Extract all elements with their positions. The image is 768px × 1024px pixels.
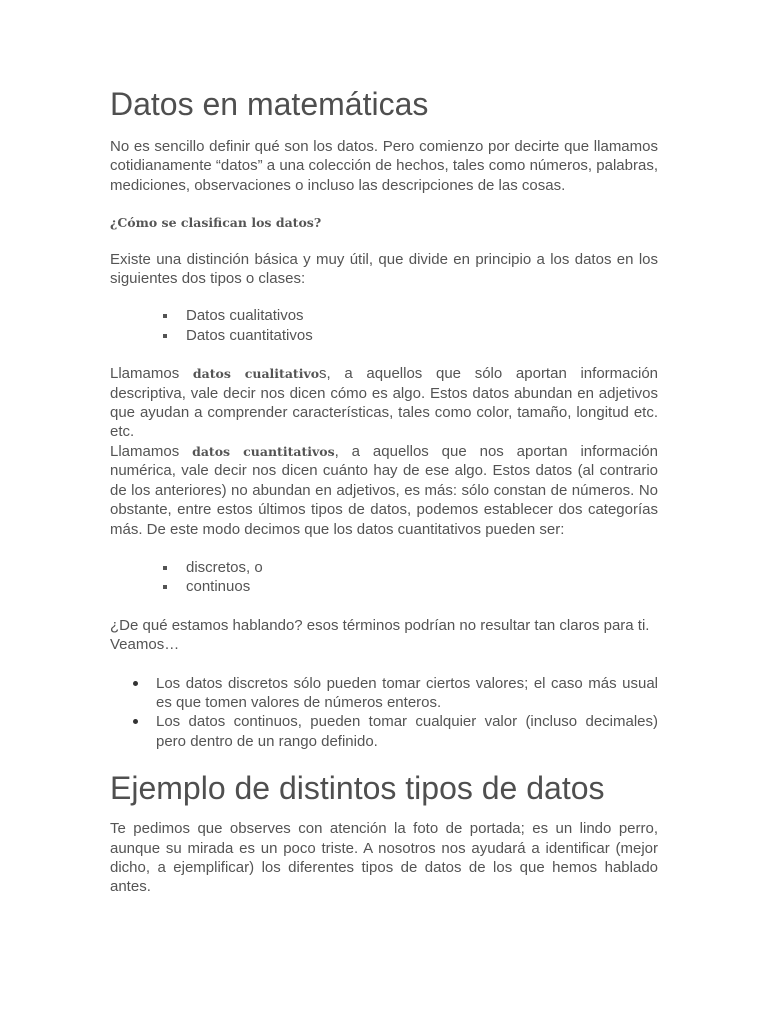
- explanations-list: [110, 674, 658, 752]
- dot-bullet-icon: [133, 681, 138, 686]
- square-bullet-icon: [163, 566, 167, 570]
- distinction-paragraph: Existe una distinción básica y muy útil, que divide en principio a los datos en los siguientes dos tipos o clases:: [110, 250, 658, 288]
- quantitative-paragraph: Llamamos datos cuantitativos, a aquellos que nos aportan información numérica, vale decir nos dicen cuánto hay de ese algo. Estos datos (al contrario de los anteriores) no abundan en adjetivos, es más: sólo constan de números. No obstante, entre estos últimos tipos de datos, podemos establecer dos categorías más. De este modo decimos que los datos cuantitativos pueden ser:: [110, 442, 658, 538]
- list-item: continuos: [110, 577, 658, 596]
- section-title: Ejemplo de distintos tipos de datos: [110, 770, 605, 807]
- dot-bullet-icon: [133, 719, 138, 724]
- square-bullet-icon: [163, 314, 167, 318]
- question-heading: ¿Cómo se clasifican los datos?: [110, 215, 322, 231]
- square-bullet-icon: [163, 334, 167, 338]
- list-item: Datos cualitativos: [110, 306, 658, 325]
- intro-paragraph: No es sencillo definir qué son los datos. Pero comienzo por decirte que llamamos cotidianamente “datos” a una colección de hechos, tales como números, palabras, mediciones, observaciones o incluso las descripciones de las cosas.: [110, 138, 658, 194]
- question-paragraph: ¿De qué estamos hablando? esos términos podrían no resultar tan claros para ti. Veamos…: [110, 616, 650, 654]
- square-bullet-icon: [163, 585, 167, 589]
- types-list: [110, 306, 658, 345]
- list-item: discretos, o: [110, 558, 658, 577]
- list-item: Los datos continuos, pueden tomar cualquier valor (incluso decimales) pero dentro de un rango definido.: [110, 712, 658, 751]
- term-qualitative: datos cualitativo: [192, 366, 320, 382]
- example-paragraph: Te pedimos que observes con atención la foto de portada; es un lindo perro, aunque su mirada es un poco triste. A nosotros nos ayudará a identificar (mejor dicho, a ejemplificar) los diferentes tipos de datos de los que hemos hablado antes.: [110, 820, 658, 896]
- list-item: Datos cuantitativos: [110, 326, 658, 345]
- document-body: [110, 84, 658, 897]
- quantitative-types-list: [110, 558, 658, 597]
- list-item: Los datos discretos sólo pueden tomar ciertos valores; el caso más usual es que tomen valores de números enteros.: [110, 674, 658, 713]
- qualitative-paragraph: Llamamos datos cualitativos, a aquellos que sólo aportan información descriptiva, vale decir nos dicen cómo es algo. Estos datos abundan en adjetivos que ayudan a comprender características, tales como color, tamaño, longitud etc. etc.: [110, 365, 659, 441]
- page-title: Datos en matemáticas: [110, 86, 429, 122]
- term-quantitative: datos cuantitativos: [192, 443, 335, 459]
